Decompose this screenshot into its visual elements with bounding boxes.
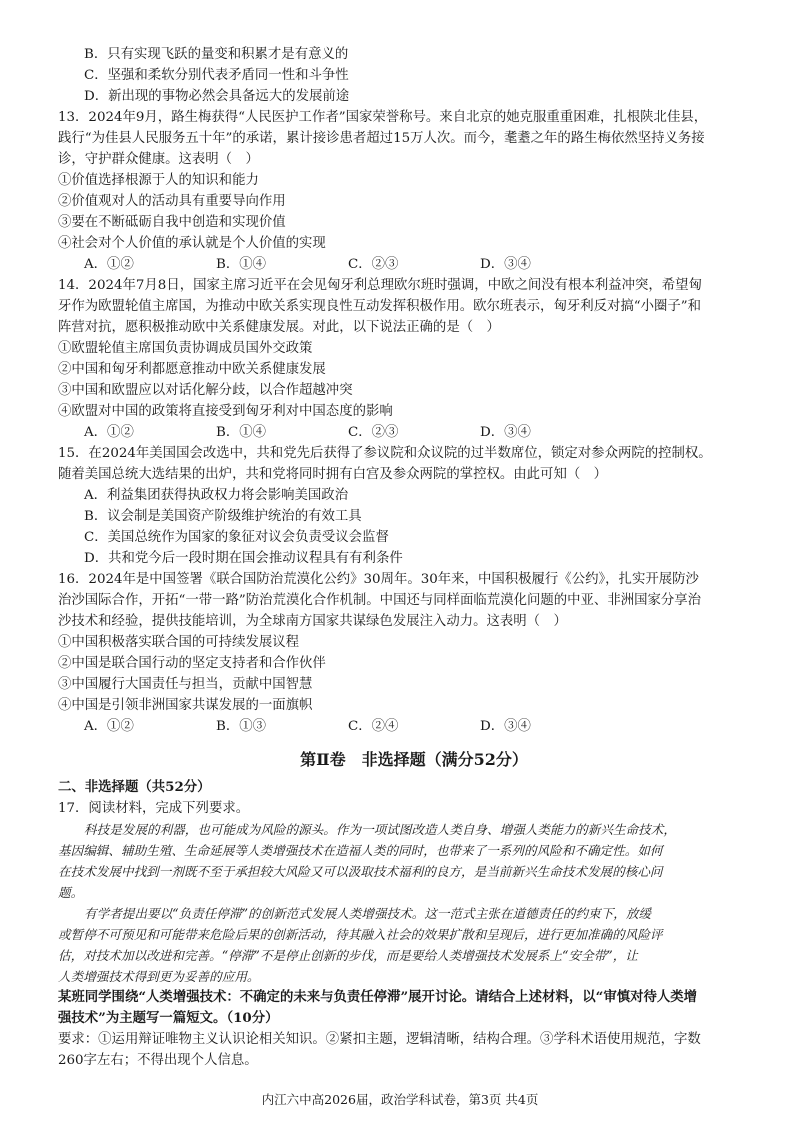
page-footer: 内江六中高2026届，政治学科试卷，第3页 共4页 — [261, 1092, 539, 1107]
statement-item: ④欧盟对中国的政策将直接受到匈牙利对中国态度的影响 — [58, 404, 393, 419]
question-stem-line: 15．在2024年美国国会改选中，共和党先后获得了参议院和众议院的过半数席位，锁定对参众两院的控制权。 — [58, 446, 712, 461]
question-stem-line: 16．2024年是中国签署《联合国防治荒漠化公约》30周年。30年来，中国积极履行《公约》，扎实开展防沙 — [58, 572, 699, 587]
option-b: B．①④ — [216, 257, 267, 272]
answer-options — [58, 422, 770, 443]
material-line: 科技是发展的利器，也可能成为风险的源头。作为一项试图改造人类自身、增强人类能力的新兴生命技术， — [84, 822, 676, 837]
statement-item: ②中国是联合国行动的坚定支持者和合作伙伴 — [58, 656, 326, 671]
option-line: D．新出现的事物必然会具备远大的发展前途 — [84, 89, 350, 104]
material-line: 题。 — [58, 885, 84, 900]
q12-options — [58, 44, 770, 107]
question-14 — [58, 275, 770, 443]
answer-options — [58, 716, 770, 737]
question-stem-line: 诊，守护群众健康。这表明（ ） — [58, 152, 259, 167]
option-c: C．美国总统作为国家的象征对议会负责受议会监督 — [84, 530, 389, 545]
statement-item: ①价值选择根源于人的知识和能力 — [58, 173, 259, 188]
question-intro: 17．阅读材料，完成下列要求。 — [58, 801, 250, 816]
part2-subtitle: 二、非选择题（共52分） — [58, 779, 211, 795]
statement-item: ①欧盟轮值主席国负责协调成员国外交政策 — [58, 341, 313, 356]
option-d: D．③④ — [480, 425, 531, 440]
statement-item: ④中国是引领非洲国家共谋发展的一面旗帜 — [58, 698, 313, 713]
question-stem-line: 阵营对抗，愿积极推动欧中关系健康发展。对此，以下说法正确的是（ ） — [58, 320, 500, 335]
option-c: C．②③ — [348, 425, 399, 440]
option-c: C．②③ — [348, 257, 399, 272]
question-16 — [58, 569, 770, 737]
material-line: 估，对技术加以改进和完善。“停滞”不是停止创新的步伐，而是要给人类增强技术发展系上“安全带”，让 — [58, 948, 638, 963]
question-15 — [58, 443, 770, 569]
option-d: D．共和党今后一段时期在国会推动议程具有有利条件 — [84, 551, 403, 566]
statement-item: ①中国积极落实联合国的可持续发展议程 — [58, 635, 300, 650]
option-a: A．①② — [84, 719, 134, 734]
material-line: 人类增强技术得到更为妥善的应用。 — [58, 969, 260, 984]
question-stem-line: 随着美国总统大选结果的出炉，共和党将同时拥有白宫及参众两院的掌控权。由此可知（ ） — [58, 467, 608, 482]
material-paragraph-1 — [58, 819, 770, 903]
question-13 — [58, 107, 770, 275]
question-17 — [58, 798, 770, 1071]
material-line: 在技术发展中找到一剂既不至于承担较大风险又可以汲取技术福利的良方，是当前新兴生命技术发展的核心问 — [58, 864, 663, 879]
option-b: B．①④ — [216, 425, 267, 440]
question-stem-line: 14．2024年7月8日，国家主席习近平在会见匈牙利总理欧尔班时强调，中欧之间没有根本利益冲突，希望匈 — [58, 278, 702, 293]
question-stem-line: 践行“为佳县人民服务五十年”的承诺，累计接诊患者超过15万人次。而今，耄耋之年的路生梅依然坚持义务接 — [58, 131, 705, 146]
part2-title: 第Ⅱ卷 非选择题（满分52分） — [300, 750, 528, 769]
option-d: D．③④ — [480, 257, 531, 272]
option-a: A．①② — [84, 257, 134, 272]
statement-item: ②价值观对人的活动具有重要导向作用 — [58, 194, 286, 209]
option-line: C．坚强和柔软分别代表矛盾同一性和斗争性 — [84, 68, 349, 83]
option-b: B．①③ — [216, 719, 267, 734]
option-line: B．只有实现飞跃的量变和积累才是有意义的 — [84, 47, 349, 62]
question-stem-line: 沙技术和经验，提供技能培训，为全球南方国家共谋绿色发展注入动力。这表明（ ） — [58, 614, 567, 629]
material-paragraph-2 — [58, 903, 770, 987]
option-a: A．利益集团获得执政权力将会影响美国政治 — [84, 488, 349, 503]
question-stem-line: 牙作为欧盟轮值主席国，为推动中欧关系实现良性互动发挥积极作用。欧尔班表示，匈牙利反对搞“小圈子”和 — [58, 299, 702, 314]
answer-options — [58, 254, 770, 275]
material-line: 基因编辑、辅助生殖、生命延展等人类增强技术在造福人类的同时，也带来了一系列的风险和不确定性。如何 — [58, 843, 663, 858]
statement-item: ④社会对个人价值的承认就是个人价值的实现 — [58, 236, 326, 251]
statement-item: ③中国和欧盟应以对话化解分歧，以合作超越冲突 — [58, 383, 353, 398]
requirement-line: 260字左右；不得出现个人信息。 — [58, 1053, 258, 1068]
requirement-line: 要求：①运用辩证唯物主义认识论相关知识。②紧扣主题，逻辑清晰，结构合理。③学科术语使用规范，字数 — [58, 1032, 701, 1047]
option-a: A．①② — [84, 425, 134, 440]
statement-item: ③中国履行大国责任与担当，贡献中国智慧 — [58, 677, 313, 692]
exam-page — [58, 44, 770, 1071]
task-line: 强技术”为主题写一篇短文。（10分） — [58, 1010, 279, 1026]
task-line: 某班同学围绕“人类增强技术：不确定的未来与负责任停滞”展开讨论。请结合上述材料，以“审慎对待人类增 — [58, 989, 698, 1005]
material-line: 有学者提出要以“负责任停滞”的创新范式发展人类增强技术。这一范式主张在道德责任的约束下，放缓 — [84, 906, 652, 921]
question-stem-line: 13．2024年9月，路生梅获得“人民医护工作者”国家荣誉称号。来自北京的她克服重重困难，扎根陕北佳县， — [58, 110, 708, 125]
option-c: C．②④ — [348, 719, 399, 734]
statement-item: ②中国和匈牙利都愿意推动中欧关系健康发展 — [58, 362, 326, 377]
option-d: D．③④ — [480, 719, 531, 734]
material-line: 或暂停不可预见和可能带来危险后果的创新活动，待其融入社会的效果扩散和呈现后，进行更加准确的风险评 — [58, 927, 663, 942]
statement-item: ③要在不断砥砺自我中创造和实现价值 — [58, 215, 286, 230]
question-stem-line: 治沙国际合作，开拓“一带一路”防治荒漠化合作机制。中国还与同样面临荒漠化问题的中亚、非洲国家分享治 — [58, 593, 702, 608]
option-b: B．议会制是美国资产阶级维护统治的有效工具 — [84, 509, 362, 524]
